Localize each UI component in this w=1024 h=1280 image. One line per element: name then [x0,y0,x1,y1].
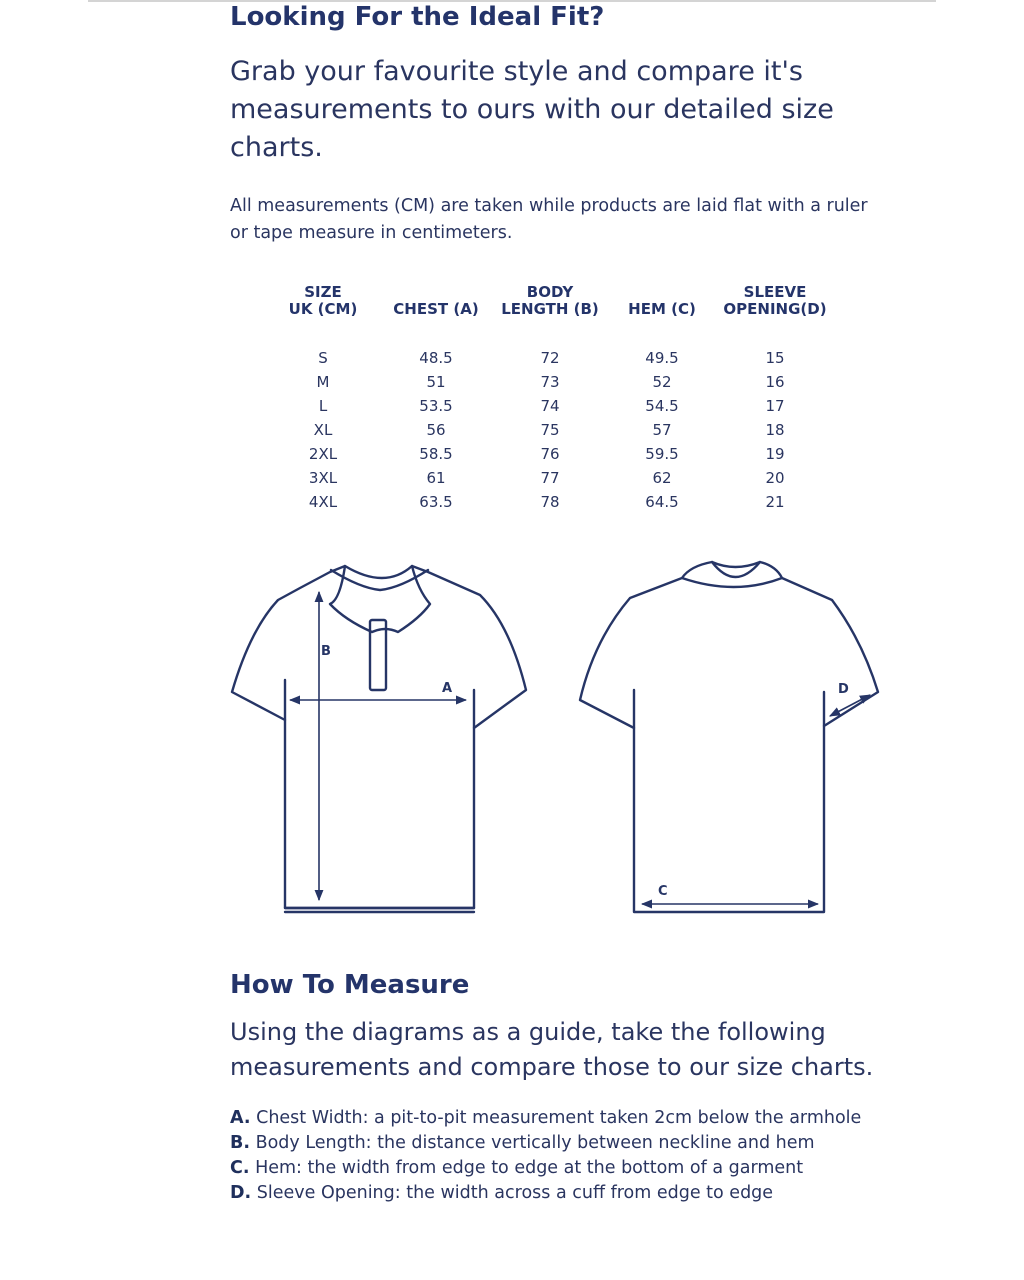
cell-chest: 56 [426,421,446,439]
cell-sleeve-opening: 20 [765,469,785,487]
header-sleeve-opening [714,284,836,318]
table-row [230,490,850,514]
cell-hem: 52 [652,373,672,391]
intro-text: Grab your favourite style and compare it's measurements to ours with our detailed size charts. [230,56,834,163]
cell-sleeve-opening: 15 [765,349,785,367]
item-text: Hem: the width from edge to edge at the bottom of a garment [255,1158,804,1178]
cell-size: S [318,349,328,367]
cell-body-length: 75 [540,421,560,439]
item-letter: A. [230,1108,251,1128]
cell-hem: 62 [652,469,672,487]
cell-sleeve-opening: 18 [765,421,785,439]
cell-size: 3XL [308,469,338,487]
list-item [230,1156,950,1181]
header-size [288,284,358,318]
cell-sleeve-opening: 16 [765,373,785,391]
cell-chest: 48.5 [419,349,453,367]
item-text: Chest Width: a pit-to-pit measurement taken 2cm below the armhole [256,1108,862,1128]
cell-chest: 51 [426,373,446,391]
list-item [230,1131,950,1156]
table-row [230,466,850,490]
back-shirt-outline [580,562,878,912]
page-title: Looking For the Ideal Fit? [230,2,605,32]
cell-hem: 57 [652,421,672,439]
cell-size: M [316,373,330,391]
cell-body-length: 77 [540,469,560,487]
list-item [230,1106,950,1131]
cell-hem: 49.5 [645,349,679,367]
front-shirt-outline [232,566,526,912]
header-hem-line-1: HEM (C) [628,300,696,318]
how-to-measure-intro: Using the diagrams as a guide, take the following measurements and compare those to our size charts. [230,1018,874,1081]
cell-body-length: 73 [540,373,560,391]
header-sleeve-line-2: OPENING(D) [723,300,827,318]
cell-hem: 64.5 [645,493,679,511]
garment-diagrams [0,540,1024,960]
header-chest [388,301,484,318]
label-c: C [658,884,668,899]
header-size-line-2: UK (CM) [288,300,358,318]
table-row [230,346,850,370]
label-b: B [321,644,331,659]
cell-hem: 54.5 [645,397,679,415]
cell-body-length: 72 [540,349,560,367]
label-d: D [838,682,849,697]
cell-sleeve-opening: 21 [765,493,785,511]
table-row [230,370,850,394]
table-row [230,394,850,418]
header-body-length-line-2: LENGTH (B) [501,300,599,318]
item-letter: D. [230,1183,252,1203]
cell-hem: 59.5 [645,445,679,463]
cell-body-length: 74 [540,397,560,415]
header-body-length-line-1: BODY [526,283,574,301]
cell-size: XL [313,421,333,439]
item-letter: C. [230,1158,250,1178]
item-text: Body Length: the distance vertically between neckline and hem [255,1133,815,1153]
label-a: A [442,681,453,696]
measurement-note: All measurements (CM) are taken while products are laid flat with a ruler or tape measure in centimeters. [230,196,868,243]
cell-chest: 63.5 [419,493,453,511]
item-text: Sleeve Opening: the width across a cuff from edge to edge [256,1183,774,1203]
cell-chest: 58.5 [419,445,453,463]
cell-size: 4XL [308,493,338,511]
item-letter: B. [230,1133,250,1153]
cell-body-length: 76 [540,445,560,463]
header-hem [620,301,704,318]
table-row [230,442,850,466]
header-chest-line-1: CHEST (A) [393,300,479,318]
cell-chest: 61 [426,469,446,487]
how-to-measure-title: How To Measure [230,970,470,1000]
cell-sleeve-opening: 17 [765,397,785,415]
header-size-line-1: SIZE [304,283,342,301]
measurement-list [230,1106,950,1206]
table-row [230,418,850,442]
header-body-length [492,284,608,318]
cell-size: L [318,397,328,415]
cell-sleeve-opening: 19 [765,445,785,463]
list-item [230,1181,950,1206]
cell-chest: 53.5 [419,397,453,415]
header-sleeve-line-1: SLEEVE [743,283,807,301]
sleeve-opening-arrow [830,695,870,716]
cell-size: 2XL [308,445,338,463]
cell-body-length: 78 [540,493,560,511]
